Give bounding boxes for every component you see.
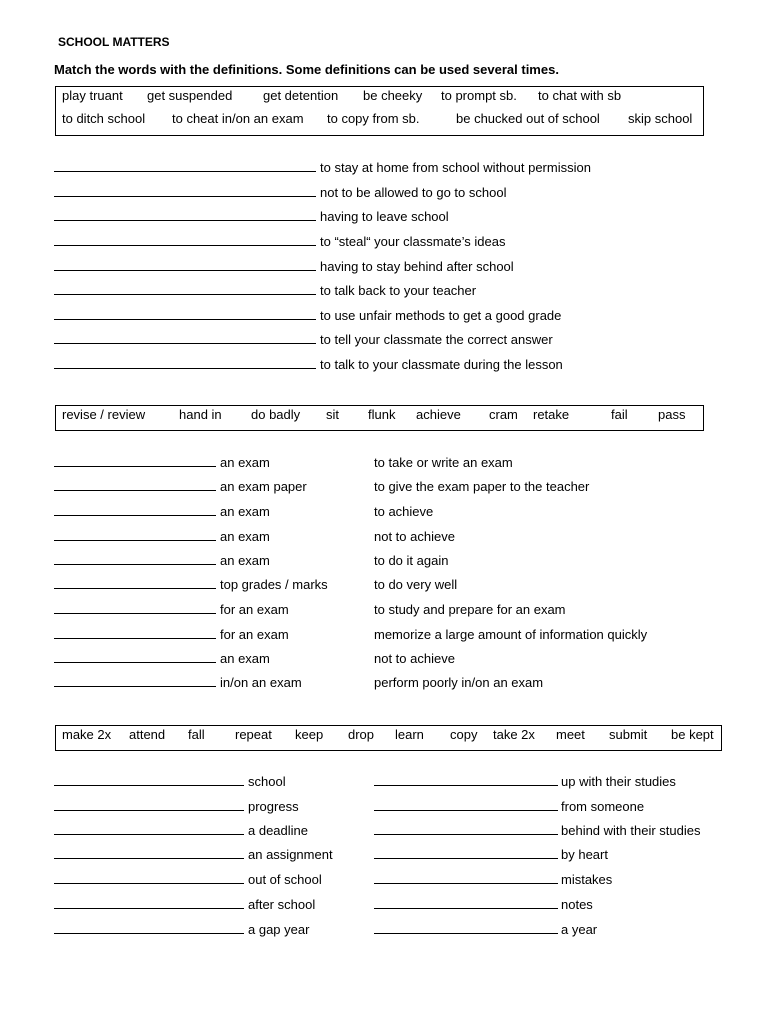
word-box-3-item: fall <box>188 727 205 742</box>
word-box-2-item: achieve <box>416 407 461 422</box>
list-item <box>54 209 449 227</box>
list-item <box>54 308 562 326</box>
answer-blank[interactable] <box>54 160 316 172</box>
answer-blank[interactable] <box>54 799 244 811</box>
word-box-3-item: meet <box>556 727 585 742</box>
list-item <box>54 922 598 940</box>
phrase-text: school <box>248 774 286 789</box>
definition-text: not to achieve <box>374 529 455 544</box>
word-box-1 <box>55 86 704 136</box>
phrase-text: a deadline <box>248 823 308 838</box>
phrase-text: notes <box>561 897 593 912</box>
answer-blank[interactable] <box>54 675 216 687</box>
list-item <box>54 897 593 915</box>
answer-blank[interactable] <box>54 357 316 369</box>
definition-text: memorize a large amount of information quickly <box>374 627 648 642</box>
list-item <box>54 259 514 277</box>
answer-blank[interactable] <box>54 577 216 589</box>
definition-text: having to leave school <box>320 209 449 224</box>
word-box-2-item: revise / review <box>62 407 146 422</box>
list-item <box>54 479 590 497</box>
list-item <box>54 357 563 375</box>
phrase-text: behind with their studies <box>561 823 701 838</box>
definition-text: to “steal“ your classmate’s ideas <box>320 234 506 249</box>
phrase-text: an exam <box>220 455 270 470</box>
answer-blank[interactable] <box>54 553 216 565</box>
answer-blank[interactable] <box>54 259 316 271</box>
phrase-text: a gap year <box>248 922 310 937</box>
answer-blank[interactable] <box>54 651 216 663</box>
worksheet-title: SCHOOL MATTERS <box>58 35 170 49</box>
answer-blank[interactable] <box>54 897 244 909</box>
list-item <box>54 774 676 792</box>
word-box-1-item: play truant <box>62 88 123 103</box>
list-item <box>54 847 608 865</box>
word-box-1-item: skip school <box>628 111 693 126</box>
list-item <box>54 602 566 620</box>
answer-blank[interactable] <box>374 897 558 909</box>
phrase-text: an exam <box>220 651 270 666</box>
list-item <box>54 332 553 350</box>
phrase-text: in/on an exam <box>220 675 302 690</box>
word-box-2-item: pass <box>658 407 686 422</box>
phrase-text: by heart <box>561 847 608 862</box>
definition-text: to do very well <box>374 577 458 592</box>
list-item <box>54 529 455 547</box>
word-box-3-item: submit <box>609 727 648 742</box>
answer-blank[interactable] <box>374 799 558 811</box>
list-item <box>54 823 701 841</box>
word-box-2-item: retake <box>533 407 570 422</box>
word-box-2-item: cram <box>489 407 518 422</box>
definition-text: perform poorly in/on an exam <box>374 675 544 690</box>
word-box-1-item: be cheeky <box>363 88 423 103</box>
answer-blank[interactable] <box>54 774 244 786</box>
answer-blank[interactable] <box>54 283 316 295</box>
answer-blank[interactable] <box>54 209 316 221</box>
definition-text: to talk to your classmate during the lesson <box>320 357 563 372</box>
word-box-2-item: do badly <box>251 407 301 422</box>
word-box-3-item: take 2x <box>493 727 535 742</box>
word-box-1-item: to cheat in/on an exam <box>172 111 304 126</box>
phrase-text: an assignment <box>248 847 333 862</box>
word-box-3-item: drop <box>348 727 375 742</box>
word-box-3-item: keep <box>295 727 324 742</box>
answer-blank[interactable] <box>54 479 216 491</box>
definition-text: not to achieve <box>374 651 455 666</box>
word-box-2-item: fail <box>611 407 628 422</box>
phrase-text: out of school <box>248 872 322 887</box>
answer-blank[interactable] <box>54 332 316 344</box>
answer-blank[interactable] <box>54 627 216 639</box>
definition-text: to do it again <box>374 553 449 568</box>
word-box-3-item: make 2x <box>62 727 112 742</box>
phrase-text: mistakes <box>561 872 613 887</box>
phrase-text: an exam <box>220 553 270 568</box>
phrase-text: an exam <box>220 504 270 519</box>
phrase-text: up with their studies <box>561 774 676 789</box>
definition-text: to give the exam paper to the teacher <box>374 479 590 494</box>
word-box-1-item: to chat with sb <box>538 88 622 103</box>
instructions: Match the words with the definitions. Some definitions can be used several times. <box>54 62 559 77</box>
answer-blank[interactable] <box>54 185 316 197</box>
answer-blank[interactable] <box>54 602 216 614</box>
answer-blank[interactable] <box>54 529 216 541</box>
answer-blank[interactable] <box>54 872 244 884</box>
list-item <box>54 577 458 595</box>
phrase-text: for an exam <box>220 602 289 617</box>
definition-text: to stay at home from school without permission <box>320 160 591 175</box>
word-box-3-item: learn <box>395 727 424 742</box>
word-box-1-item: get suspended <box>147 88 233 103</box>
answer-blank[interactable] <box>54 455 216 467</box>
word-box-2-item: hand in <box>179 407 222 422</box>
definition-text: to tell your classmate the correct answer <box>320 332 553 347</box>
definition-text: not to be allowed to go to school <box>320 185 507 200</box>
answer-blank[interactable] <box>54 234 316 246</box>
word-box-1-item: to ditch school <box>62 111 146 126</box>
list-item <box>54 455 513 473</box>
answer-blank[interactable] <box>374 823 558 835</box>
list-item <box>54 160 591 178</box>
word-box-3-item: copy <box>450 727 478 742</box>
phrase-text: a year <box>561 922 598 937</box>
list-item <box>54 283 477 301</box>
word-box-2 <box>55 405 704 431</box>
answer-blank[interactable] <box>54 823 244 835</box>
list-item <box>54 234 506 252</box>
list-item <box>54 504 434 522</box>
word-box-2-item: flunk <box>368 407 396 422</box>
definition-text: to talk back to your teacher <box>320 283 477 298</box>
phrase-text: top grades / marks <box>220 577 328 592</box>
definition-text: to take or write an exam <box>374 455 513 470</box>
answer-blank[interactable] <box>54 504 216 516</box>
word-box-3-item: repeat <box>235 727 272 742</box>
definition-text: to achieve <box>374 504 434 519</box>
word-box-1-item: to copy from sb. <box>327 111 420 126</box>
answer-blank[interactable] <box>374 872 558 884</box>
phrase-text: from someone <box>561 799 645 814</box>
list-item <box>54 651 455 669</box>
definition-text: to use unfair methods to get a good grade <box>320 308 562 323</box>
phrase-text: progress <box>248 799 299 814</box>
answer-blank[interactable] <box>54 308 316 320</box>
list-item <box>54 675 544 693</box>
phrase-text: for an exam <box>220 627 289 642</box>
word-box-3-item: be kept <box>671 727 714 742</box>
phrase-text: an exam paper <box>220 479 307 494</box>
definition-text: to study and prepare for an exam <box>374 602 566 617</box>
word-box-1-item: to prompt sb. <box>441 88 517 103</box>
definition-text: having to stay behind after school <box>320 259 514 274</box>
list-item <box>54 872 613 890</box>
word-box-2-item: sit <box>326 407 339 422</box>
word-box-1-item: be chucked out of school <box>456 111 600 126</box>
answer-blank[interactable] <box>374 774 558 786</box>
answer-blank[interactable] <box>374 922 558 934</box>
word-box-3 <box>55 725 722 751</box>
phrase-text: after school <box>248 897 316 912</box>
list-item <box>54 553 449 571</box>
answer-blank[interactable] <box>54 847 244 859</box>
list-item <box>54 185 507 203</box>
phrase-text: an exam <box>220 529 270 544</box>
list-item <box>54 799 645 817</box>
answer-blank[interactable] <box>374 847 558 859</box>
word-box-1-item: get detention <box>263 88 339 103</box>
list-item <box>54 627 648 645</box>
answer-blank[interactable] <box>54 922 244 934</box>
word-box-3-item: attend <box>129 727 166 742</box>
